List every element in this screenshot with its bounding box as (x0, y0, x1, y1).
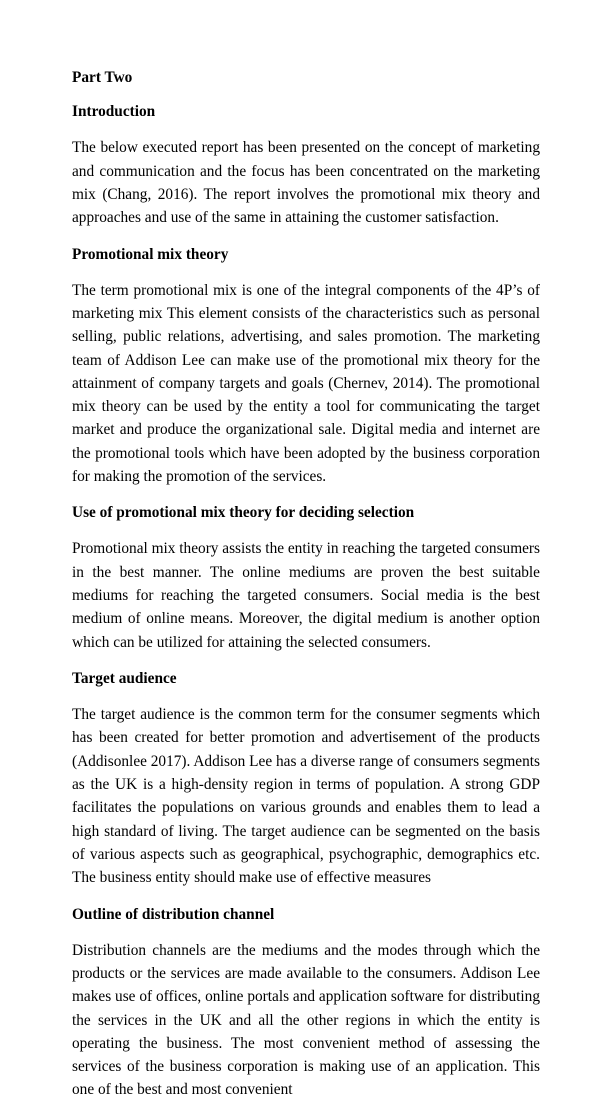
section-block (72, 102, 540, 121)
section-block (72, 939, 540, 1102)
document-body (72, 68, 540, 1102)
heading-promotional-mix-theory: Promotional mix theory (72, 245, 229, 263)
paragraph-target-audience: The target audience is the common term for the consumer segments which has been created for better promotion and advertisement of the products (Addisonlee 2017). Addison Lee has a diverse range of consumers segments as the UK is a high-density region in terms of population. A strong GDP facilitates the populations on various grounds and enables them to lead a high standard of living. The target audience can be segmented on the basis of various aspects such as geographical, psychographic, demographics etc. The business entity should make use of effective measures (72, 706, 540, 887)
heading-outline-of-distribution-channel: Outline of distribution channel (72, 905, 275, 923)
section-block (72, 136, 540, 229)
section-block (72, 669, 540, 688)
section-block (72, 703, 540, 889)
heading-use-of-promotional-mix-theory: Use of promotional mix theory for deciding selection (72, 504, 415, 522)
heading-part-two: Part Two (72, 69, 133, 86)
heading-introduction: Introduction (72, 103, 156, 121)
paragraph-use-of-promotional-mix-theory: Promotional mix theory assists the entity in reaching the targeted consumers in the best manner. The online mediums are proven the best suitable mediums for reaching the targeted consumers. Social media is the best medium of online means. Moreover, the digital medium is another option which can be utilized for attaining the selected consumers. (72, 540, 540, 651)
paragraph-outline-of-distribution-channel: Distribution channels are the mediums and the modes through which the products or the services are made available to the consumers. Addison Lee makes use of offices, online portals and application software for distributing the services in the UK and all the other regions in which the entity is operating the business. The most convenient method of assessing the services of the business corporation is making use of an application. This one of the best and most convenient (72, 941, 540, 1099)
paragraph-introduction: The below executed report has been presented on the concept of marketing and communication and the focus has been concentrated on the marketing mix (Chang, 2016). The report involves the promotional mix theory and approaches and use of the same in attaining the customer satisfaction. (72, 139, 540, 227)
section-block (72, 68, 540, 87)
paragraph-promotional-mix-theory: The term promotional mix is one of the integral components of the 4P’s of marketing mix This element consists of the characteristics such as personal selling, public relations, advertising, and sales promotion. The marketing team of Addison Lee can make use of the promotional mix theory for the attainment of company targets and goals (Chernev, 2014). The promotional mix theory can be used by the entity a tool for communicating the target market and produce the organizational sale. Digital media and internet are the promotional tools which have been adopted by the business corporation for making the promotion of the services. (72, 281, 540, 486)
section-block (72, 905, 540, 924)
heading-target-audience: Target audience (72, 669, 177, 687)
section-block (72, 245, 540, 264)
section-block (72, 503, 540, 522)
section-block (72, 537, 540, 653)
section-block (72, 279, 540, 489)
